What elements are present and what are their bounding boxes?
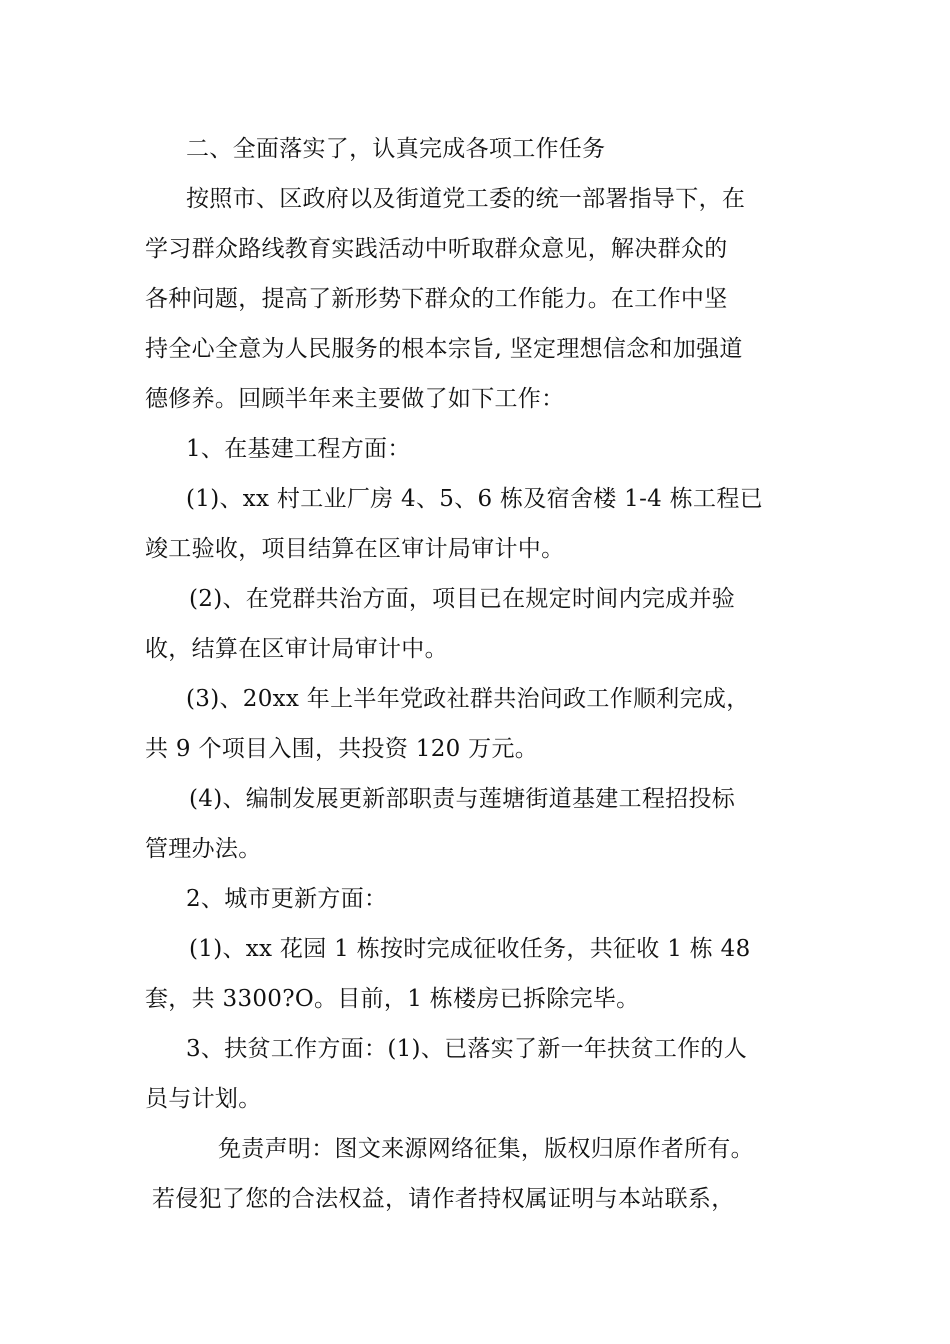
- paragraph-line: 竣工验收，项目结算在区审计局审计中。: [145, 536, 565, 562]
- paragraph-line: (1)、xx 村工业厂房 4、5、6 栋及宿舍楼 1-4 栋工程已: [186, 486, 763, 512]
- subheading-line: 1、在基建工程方面：: [186, 436, 411, 462]
- paragraph-line: (2)、在党群共治方面，项目已在规定时间内完成并验: [189, 586, 736, 612]
- subheading-line: 2、城市更新方面：: [186, 886, 388, 912]
- section-heading: 二、全面落实了，认真完成各项工作任务: [186, 136, 606, 162]
- paragraph-line: 套，共 3300?O。目前，1 栋楼房已拆除完毕。: [145, 986, 640, 1012]
- paragraph-line: 管理办法。: [145, 836, 262, 862]
- paragraph-line: (3)、20xx 年上半年党政社群共治问政工作顺利完成，: [186, 686, 750, 712]
- paragraph-line: 收，结算在区审计局审计中。: [145, 636, 448, 662]
- disclaimer-line: 若侵犯了您的合法权益，请作者持权属证明与本站联系，: [152, 1186, 735, 1212]
- paragraph-line: 3、扶贫工作方面：(1)、已落实了新一年扶贫工作的人: [186, 1036, 748, 1062]
- paragraph-line: 共 9 个项目入围，共投资 120 万元。: [145, 736, 539, 762]
- paragraph-line: 持全心全意为人民服务的根本宗旨, 坚定理想信念和加强道: [145, 336, 743, 362]
- paragraph-line: 学习群众路线教育实践活动中听取群众意见，解决群众的: [145, 236, 728, 262]
- paragraph-line: (4)、编制发展更新部职责与莲塘街道基建工程招投标: [189, 786, 736, 812]
- paragraph-line: 各种问题，提高了新形势下群众的工作能力。在工作中坚: [145, 286, 728, 312]
- paragraph-line: 员与计划。: [145, 1086, 262, 1112]
- paragraph-line: 德修养。回顾半年来主要做了如下工作：: [145, 386, 565, 412]
- paragraph-line: 按照市、区政府以及街道党工委的统一部署指导下，在: [186, 186, 746, 212]
- disclaimer-line: 免责声明：图文来源网络征集，版权归原作者所有。: [218, 1136, 754, 1162]
- paragraph-line: (1)、xx 花园 1 栋按时完成征收任务，共征收 1 栋 48: [189, 936, 751, 962]
